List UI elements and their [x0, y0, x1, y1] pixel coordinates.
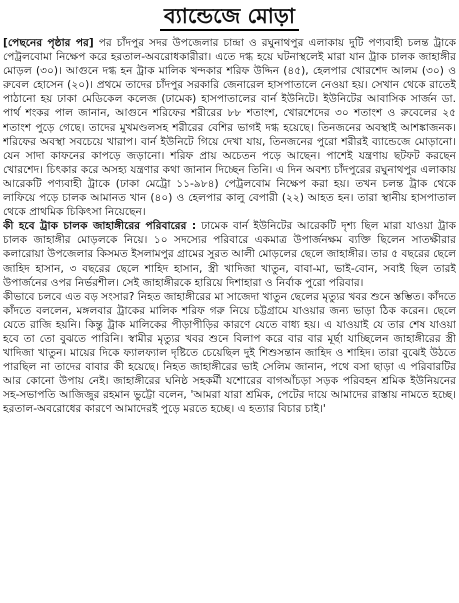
paragraph-1: [3, 36, 456, 219]
paragraph-3: [3, 290, 456, 417]
paragraph-3-text: কীভাবে চলবে এত বড় সংসার? নিহত জাহাঙ্গীরের মা সাজেদা খাতুন ছেলের মৃত্যুর খবর শুনে স্তম্ভিত। কাঁদতে কাঁদতে বললেন, মঙ্গলবার ট্রাকের মালিক শরিফ গরু নিয়ে চট্টগ্রামে যাওয়ার জন্য ভাড়া ঠিক করেন। ছেলে যেতে রাজি হয়নি। কিন্তু ট্রাক মালিকের পীড়াপীড়ির কারণে যেতে বাধ্য হয়। এ যাওয়াই যে তার শেষ যাওয়া হবে তা তো বুঝতে পারিনি। স্বামীর মৃত্যুর খবর শুনে বিলাপ করে বার বার মূর্ছা যাচ্ছিলেন জাহাঙ্গীরের স্ত্রী খাদিজা খাতুন। মায়ের দিকে ফ্যালফ্যাল দৃষ্টিতে চেয়েছিল দুই শিশুসন্তান জাহিদ ও শাহিদ। তারা বুঝেই উঠতে পারছিল না তাদের বাবার কী হয়েছে। নিহত জাহাঙ্গীরের ভাই সেলিম জানান, পথে বসা ছাড়া এ পরিবারটির আর কোনো উপায় নেই। জাহাঙ্গীরের ঘনিষ্ঠ সহকর্মী যশোরের বাগআঁচড়া সড়ক পরিবহন শ্রমিক ইউনিয়নের সহ-সভাপতি আজিজুর রহমান ভুট্টো বলেন, 'আমরা যারা শ্রমিক, পেটের দায়ে আমাদের রাস্তায় নামতে হচ্ছে। হরতাল-অবরোধের কারণে আমাদেরই পুড়ে মরতে হচ্ছে। এ হত্যার বিচার চাই।': [3, 290, 456, 416]
paragraph-1-text: পর চাঁদপুর সদর উপজেলার চান্দ্রা ও রঘুনাথপুর এলাকায় দুটি পণ্যবাহী চলন্ত ট্রাকে পেট্রলবোমা নিক্ষেপ করে হরতাল-অবরোধকারীরা। এতে দগ্ধ হয়ে ঘটনাস্থলেই মারা যান ট্রাক চালক জাহাঙ্গীর মোড়ল (৩০)। আগুনে দগ্ধ হন ট্রাক মালিক খন্দকার শরিফ উদ্দিন (৪৫), হেলপার খোরশেদ আলম (৩০) ও রুবেল হোসেন (২০)। প্রথমে তাদের চাঁদপুর সরকারি জেনারেল হাসপাতালে নেওয়া হয়। সেখান থেকে রাতেই পাঠানো হয় ঢাকা মেডিকেল কলেজ (ঢামেক) হাসপাতালের বার্ন ইউনিটে। ইউনিটের আবাসিক সার্জন ডা. পার্থ শংকর পাল জানান, আগুনে শরিফের শরীরের ৮৮ শতাংশ, খোরশেদের ৩০ শতাংশ ও রুবেলের ২৫ শতাংশ পুড়ে গেছে। তাদের মুখমণ্ডলসহ শরীরের বেশির ভাগই দগ্ধ হয়েছে। তিনজনের অবস্থাই আশঙ্কাজনক। শরিফের অবস্থা সবচেয়ে খারাপ। বার্ন ইউনিটে গিয়ে দেখা যায়, তিনজনের পুরো শরীরই ব্যান্ডেজে মোড়ানো। যেন সাদা কাফনের কাপড়ে জড়ানো। শরিফ প্রায় অচেতন পড়ে আছেন। পাশেই যন্ত্রণায় ছটফট করছেন খোরশেদ। চিৎকার করে অসহ্য যন্ত্রণার কথা জানান দিচ্ছেন তিনি। এ দিন অবশ্য চাঁদপুরের রঘুনাথপুর এলাকায় আরেকটি পণ্যবাহী ট্রাকে (ঢাকা মেট্রো ১১-৯৮৪) পেট্রলবোম নিক্ষেপ করা হয়। তখন চলন্ত ট্রাক থেকে লাফিয়ে পড়ে চালক আমানত খান (৪০) ও হেলপার কালু বেপারী (২২) আহত হন। তারা স্থানীয় হাসপাতাল থেকে প্রাথমিক চিকিৎসা নিয়েছেন।: [3, 37, 456, 219]
subheading: কী হবে ট্রাক চালক জাহাঙ্গীরের পরিবারের :: [3, 220, 197, 233]
paragraph-2: [3, 219, 456, 289]
continued-from-kicker: [পেছনের পৃষ্ঠার পর]: [3, 37, 94, 49]
paragraph-2-text: ঢামেক বার্ন ইউনিটের আরেকটি দৃশ্য ছিল মারা যাওয়া ট্রাক চালক জাহাঙ্গীর মোড়লকে নিয়ে। ১০ সদস্যের পরিবারে একমাত্র উপার্জনক্ষম ব্যক্তি ছিলেন সাতক্ষীরার কলারোয়া উপজেলার কিসমত ইসলামপুর গ্রামের সুরত আলী মোড়লের ছেলে জাহাঙ্গীর। তার ৫ বছরের ছেলে জাহিদ হাসান, ৩ বছরের ছেলে শাহিদ হাসান, স্ত্রী খাদিজা খাতুন, বাবা-মা, ভাই-বোন, সবাই ছিল তারই উপার্জনের ওপর নির্ভরশীল। সেই জাহাঙ্গীরকে হারিয়ে দিশাহারা ও নির্বাক পুরো পরিবার।: [3, 220, 456, 289]
article-body: [3, 36, 456, 600]
headline: ব্যান্ডেজে মোড়া: [160, 4, 299, 31]
headline-wrapper: [0, 4, 459, 30]
